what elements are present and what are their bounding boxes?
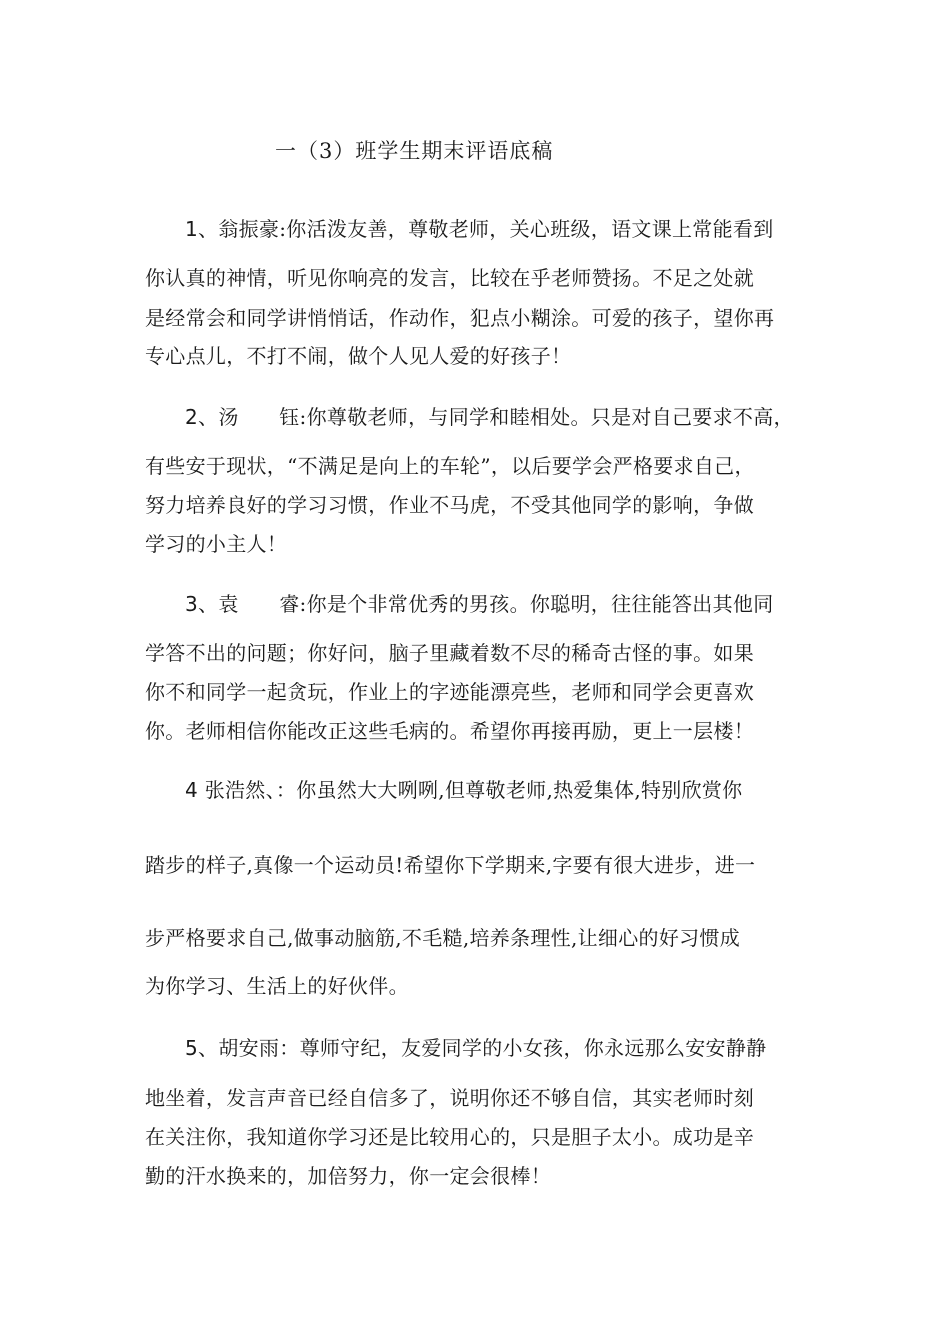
comment-text: 你活泼友善，尊敬老师，关心班级，语文课上常能看到	[286, 217, 774, 241]
comment-separator: 、	[198, 405, 219, 429]
comment-4-line-3: 步严格要求自己,做事动脑筋,不毛糙,培养条理性,让细心的好习惯成	[145, 926, 741, 950]
comment-colon: :	[299, 592, 307, 616]
comment-4-line-1	[185, 774, 742, 803]
comment-3-line-1	[185, 588, 774, 617]
comment-separator: 、	[198, 1036, 219, 1060]
comment-colon: ：	[279, 1036, 300, 1060]
comment-1-line-1	[185, 213, 774, 242]
comment-separator: 、	[198, 217, 219, 241]
comment-number: 2	[185, 405, 199, 429]
comment-5-line-3: 在关注你，我知道你学习还是比较用心的，只是胆子太小。成功是辛	[145, 1125, 754, 1149]
comment-2-line-3: 努力培养良好的学习习惯，作业不马虎，不受其他同学的影响，争做	[145, 493, 754, 517]
comment-3-line-4: 你。老师相信你能改正这些毛病的。希望你再接再励，更上一层楼！	[145, 719, 754, 743]
comment-4-line-2: 踏步的样子,真像一个运动员!希望你下学期来,字要有很大进步，进一	[145, 853, 756, 877]
document-title: 一（3）班学生期末评语底稿	[275, 139, 554, 163]
student-name: 张浩然、：	[204, 778, 297, 802]
comment-text: 你是个非常优秀的男孩。你聪明，往往能答出其他同	[306, 592, 774, 616]
comment-2-line-1	[185, 401, 794, 430]
comment-2-line-2: 有些安于现状，“不满足是向上的车轮”，以后要学会严格要求自己，	[145, 454, 755, 478]
student-name: 胡安雨	[218, 1036, 280, 1060]
comment-colon: :	[299, 405, 307, 429]
comment-text: 你虽然大大咧咧,但尊敬老师,热爱集体,特别欣赏你	[296, 778, 743, 802]
comment-number: 4	[185, 778, 199, 802]
comment-5-line-4: 勤的汗水换来的，加倍努力，你一定会很棒！	[145, 1164, 551, 1188]
comment-5-line-1	[185, 1032, 766, 1061]
comment-number: 5	[185, 1036, 199, 1060]
comment-1-line-3: 是经常会和同学讲悄悄话，作动作，犯点小糊涂。可爱的孩子，望你再	[145, 306, 775, 330]
comment-5-line-2: 地坐着，发言声音已经自信多了，说明你还不够自信，其实老师时刻	[145, 1086, 754, 1110]
comment-separator	[198, 778, 205, 802]
comment-4-line-4: 为你学习、生活上的好伙伴。	[145, 974, 409, 998]
comment-number: 3	[185, 592, 199, 616]
student-name: 汤 钰	[218, 405, 300, 429]
comment-text: 尊师守纪，友爱同学的小女孩，你永远那么安安静静	[299, 1036, 767, 1060]
comment-separator: 、	[198, 592, 219, 616]
student-name: 袁 睿	[218, 592, 300, 616]
student-name: 翁振豪	[218, 217, 280, 241]
comment-1-line-2: 你认真的神情，听见你响亮的发言，比较在乎老师赞扬。不足之处就	[145, 266, 754, 290]
comment-2-line-4: 学习的小主人！	[145, 532, 288, 556]
comment-3-line-3: 你不和同学一起贪玩，作业上的字迹能漂亮些，老师和同学会更喜欢	[145, 680, 754, 704]
comment-number: 1	[185, 217, 199, 241]
comment-3-line-2: 学答不出的问题；你好问，脑子里藏着数不尽的稀奇古怪的事。如果	[145, 641, 754, 665]
comment-text: 你尊敬老师，与同学和睦相处。只是对自己要求不高，	[306, 405, 794, 429]
comment-colon: :	[279, 217, 287, 241]
comment-1-line-4: 专心点儿，不打不闹，做个人见人爱的好孩子！	[145, 344, 572, 368]
